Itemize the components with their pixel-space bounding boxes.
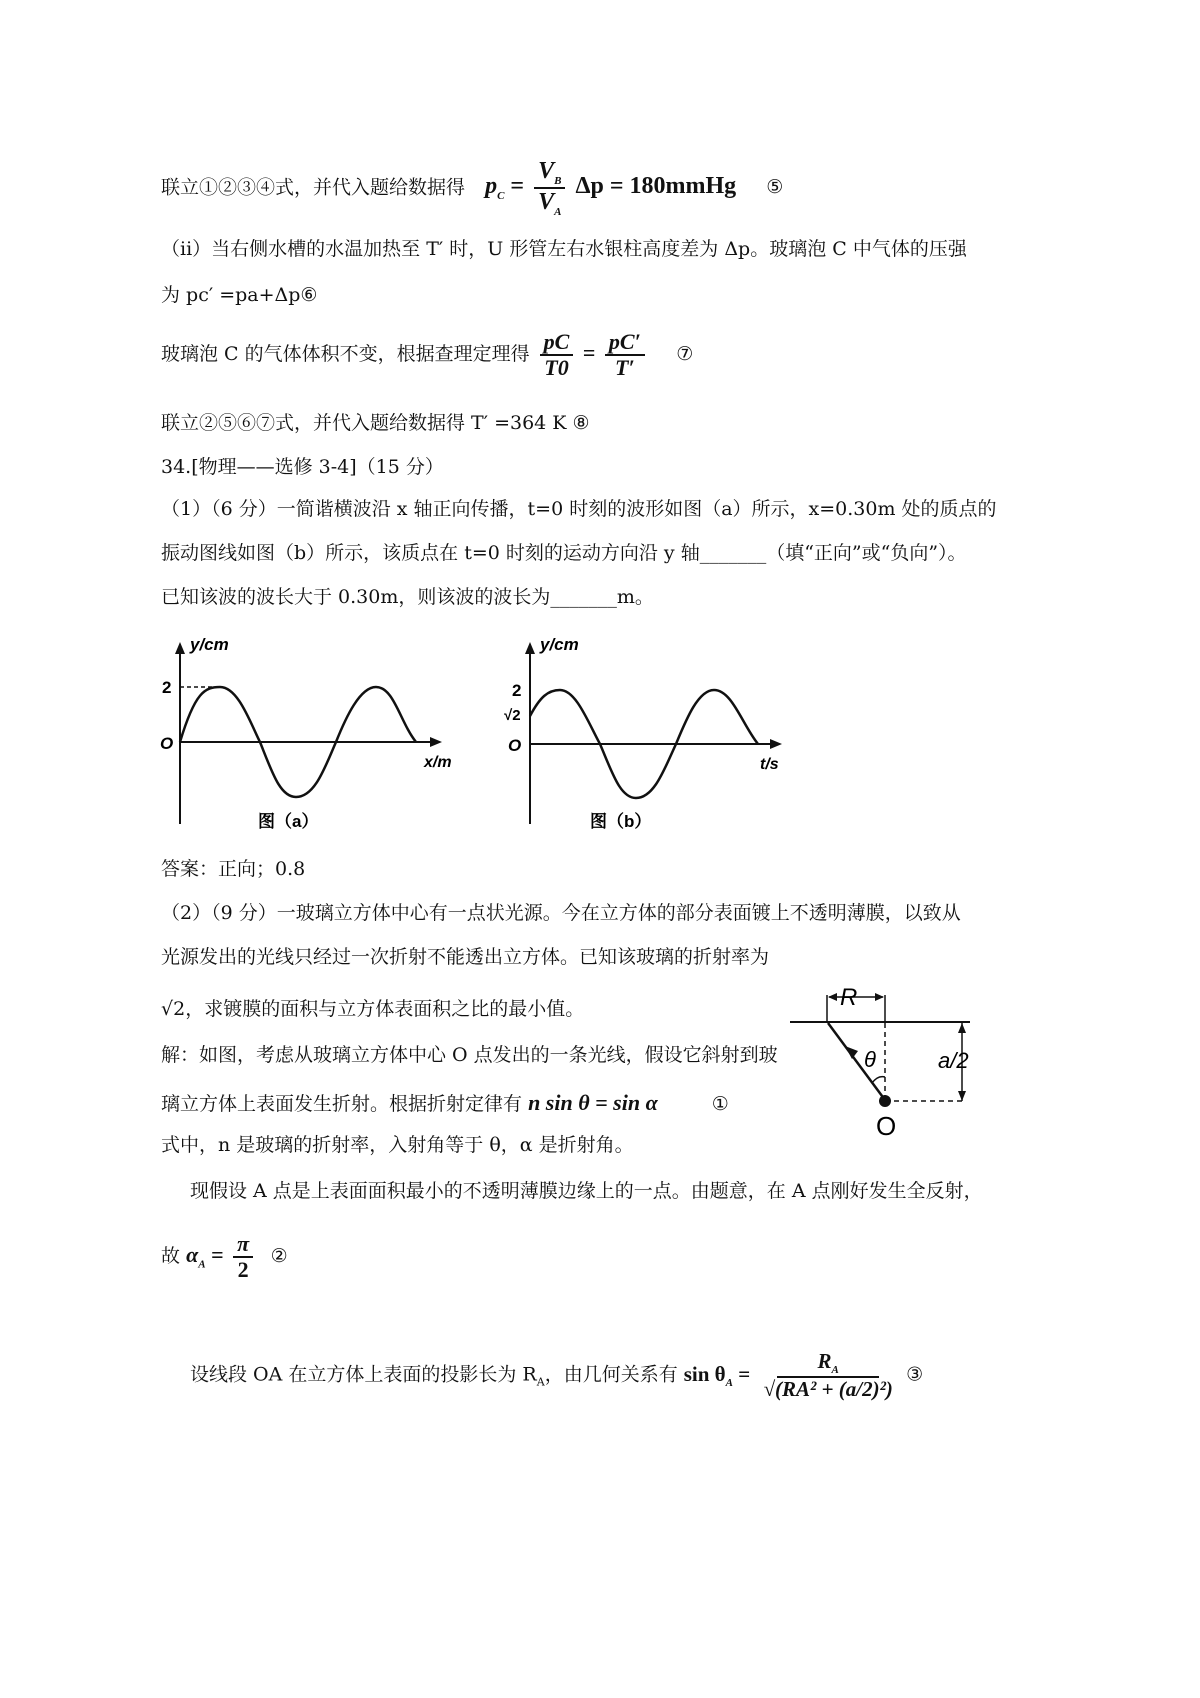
- paragraph: 已知该波的波长大于 0.30m，则该波的波长为_______m。: [161, 586, 654, 608]
- equation-1: n sin θ = sin α: [528, 1090, 658, 1115]
- frac-den: √(RA² + (a/2)²): [763, 1377, 893, 1402]
- section-title: 34.[物理——选修 3-4]（15 分）: [161, 456, 444, 478]
- mark: ②: [270, 1245, 288, 1268]
- figure-a-waveform: [150, 632, 480, 842]
- amplitude-label: 2: [512, 681, 522, 700]
- label-O: O: [876, 1111, 897, 1141]
- figure-b-vibration: [490, 632, 820, 842]
- label-R: R: [840, 984, 858, 1011]
- equation-5: $p_C$ = $\frac{V_B}{V_A}$ Δp = 180mmHg: [485, 158, 737, 218]
- y-axis-label: y/cm: [540, 635, 579, 654]
- y-axis-label: y/cm: [190, 635, 229, 654]
- sub: B: [554, 174, 562, 187]
- eq-rest: Δp = 180mmHg: [575, 173, 737, 200]
- equation-2: $\alpha_A$ = $\frac{\pi}{2}$: [186, 1242, 263, 1267]
- eq-lhs: sin θ: [683, 1361, 726, 1386]
- equation-line-7: [161, 330, 693, 380]
- paragraph: （ii）当右侧水槽的水温加热至 T′ 时，U 形管左右水银柱高度差为 Δp。玻璃泡 C 中气体的压强: [161, 238, 967, 260]
- paragraph: 振动图线如图（b）所示，该质点在 t=0 时刻的运动方向沿 y 轴_______（填“正向”或“负向”）。: [161, 542, 967, 564]
- frac-num: pC: [540, 330, 574, 356]
- eq-lhs: α: [186, 1242, 199, 1268]
- sub: A: [554, 205, 562, 218]
- equation-line-5: [161, 158, 783, 218]
- text: 璃立方体上表面发生折射。根据折射定律有: [161, 1093, 523, 1115]
- origin-label: O: [508, 736, 522, 755]
- amplitude-label: 2: [162, 678, 172, 697]
- eq-sub: C: [497, 190, 505, 203]
- frac-den: V: [538, 188, 555, 215]
- text: 设线段 OA 在立方体上表面的投影长为 R: [190, 1363, 537, 1386]
- label-a-half: a/2: [938, 1048, 969, 1073]
- mark: ⑤: [766, 176, 784, 199]
- frac-den: T′: [615, 355, 635, 381]
- text: 联立①②③④式，并代入题给数据得: [161, 176, 466, 199]
- equation-line-2: [161, 1232, 288, 1282]
- sub: A: [831, 1364, 839, 1377]
- paragraph: 解：如图，考虑从玻璃立方体中心 O 点发出的一条光线，假设它斜射到玻: [161, 1044, 778, 1066]
- answer: 答案：正向；0.8: [161, 858, 306, 880]
- eq-lhs: p: [485, 173, 498, 200]
- figure-refraction: [790, 975, 990, 1145]
- origin-label: O: [160, 734, 174, 753]
- x-axis-label: x/m: [424, 754, 452, 771]
- equation-3: $\sin \theta_A$ = $\frac{R_A}{\text{√(RA² + (a/2)²)}}$: [684, 1362, 906, 1386]
- mark: ⑦: [676, 343, 694, 366]
- frac-den: T0: [544, 355, 569, 381]
- paragraph: 联立②⑤⑥⑦式，并代入题给数据得 T′ =364 K ⑧: [161, 412, 590, 434]
- paragraph: 式中，n 是玻璃的折射率，入射角等于 θ，α 是折射角。: [161, 1134, 634, 1156]
- x-axis-label: t/s: [760, 756, 779, 773]
- fraction: [534, 158, 565, 218]
- amplitude-sqrt2-label: √2: [504, 707, 521, 724]
- frac-den: 2: [237, 1257, 249, 1283]
- sub: A: [725, 1376, 733, 1389]
- paragraph: （1）（6 分）一简谐横波沿 x 轴正向传播，t=0 时刻的波形如图（a）所示，x=0.30m 处的质点的: [161, 498, 997, 520]
- paragraph: 现假设 A 点是上表面面积最小的不透明薄膜边缘上的一点。由题意，在 A 点刚好发生全反射，: [190, 1180, 983, 1202]
- sub: A: [536, 1375, 545, 1389]
- mark: ③: [906, 1363, 924, 1386]
- text: ，由几何关系有: [544, 1363, 678, 1386]
- sub: A: [198, 1258, 206, 1271]
- mark: ①: [711, 1093, 729, 1115]
- paragraph: 为 pc′ =pa+Δp⑥: [161, 284, 318, 306]
- frac-num: V: [538, 158, 555, 184]
- equation-line-3: [190, 1350, 923, 1401]
- frac-num: pC′: [605, 330, 645, 356]
- paragraph: （2）（9 分）一玻璃立方体中心有一点状光源。今在立方体的部分表面镀上不透明薄膜，以致从: [161, 902, 961, 924]
- frac-num: R: [817, 1349, 832, 1373]
- equation-line-1: [161, 1090, 729, 1116]
- paragraph: 光源发出的光线只经过一次折射不能透出立方体。已知该玻璃的折射率为: [161, 946, 770, 968]
- caption: 图（b）: [590, 812, 652, 831]
- caption: 图（a）: [258, 812, 319, 831]
- text: 故: [161, 1245, 181, 1268]
- label-theta: θ: [864, 1047, 876, 1072]
- frac-num: π: [233, 1232, 253, 1258]
- paragraph: √2，求镀膜的面积与立方体表面积之比的最小值。: [161, 998, 585, 1020]
- text: 玻璃泡 C 的气体体积不变，根据查理定理得: [161, 343, 530, 366]
- equation-7: $\frac{pC}{T0}$ = $\frac{pC'}{T'}$: [536, 340, 655, 365]
